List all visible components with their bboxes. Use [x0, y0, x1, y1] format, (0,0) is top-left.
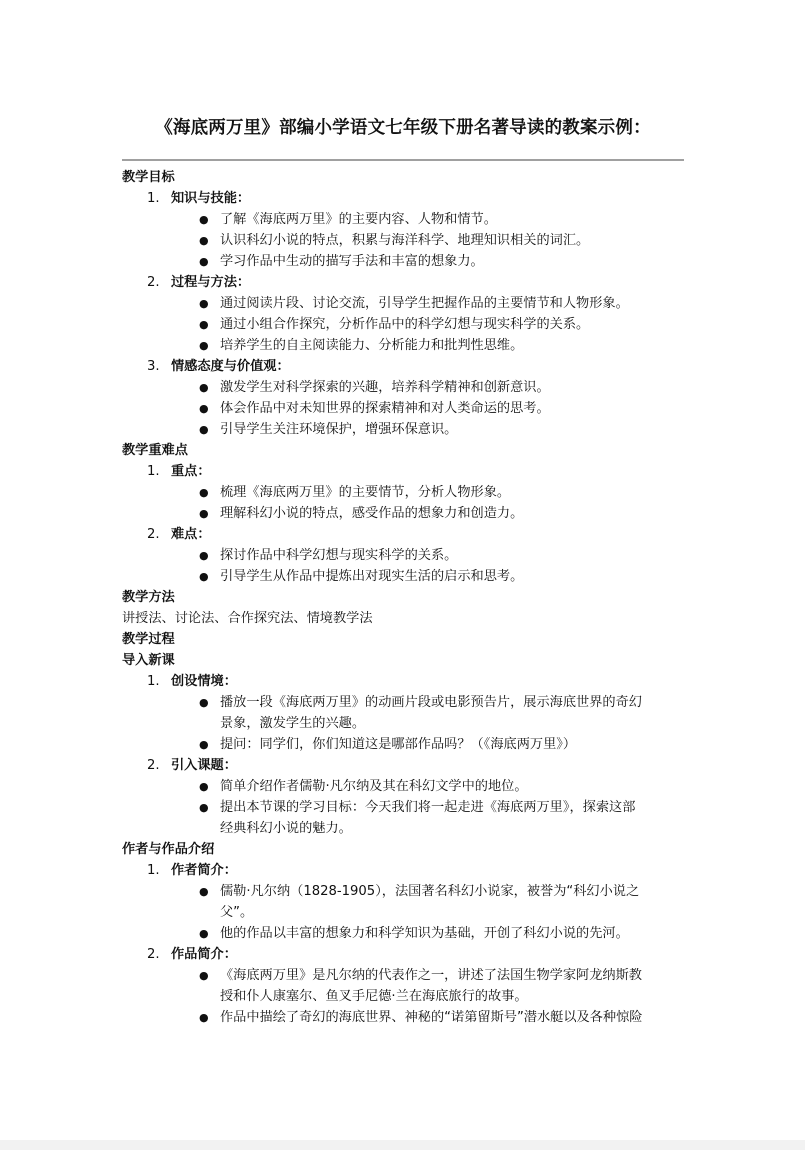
- item-number: 1.: [147, 863, 160, 878]
- bullet-icon: ●: [199, 255, 209, 268]
- subsection-heading-author: 作者与作品介绍: [122, 842, 215, 857]
- bullet-icon: ●: [199, 780, 209, 793]
- bullet-icon: ●: [199, 570, 209, 583]
- bullet-icon: ●: [199, 213, 209, 226]
- bullet-item: ● 引导学生从作品中提炼出对现实生活的启示和思考。: [171, 566, 687, 587]
- objectives-list: [122, 188, 687, 440]
- bullet-item: ● 激发学生对科学探索的兴趣，培养科学精神和创新意识。: [171, 377, 687, 398]
- bullet-icon: ●: [199, 339, 209, 352]
- item-title: 创设情境：: [171, 674, 237, 689]
- bullet-icon: ●: [199, 402, 209, 415]
- list-item: [122, 860, 687, 944]
- page-title: 《海底两万里》部编小学语文七年级下册名著导读的教案示例：: [155, 118, 651, 138]
- section-heading-objectives: 教学目标: [122, 170, 175, 185]
- bullet-item: ● 《海底两万里》是凡尔纳的代表作之一，讲述了法国生物学家阿龙纳斯教 授和仆人康塞尔、鱼叉手尼德·兰在海底旅行的故事。: [171, 965, 687, 1007]
- list-item: [122, 461, 687, 524]
- list-item: [122, 755, 687, 839]
- bullet-item: ● 了解《海底两万里》的主要内容、人物和情节。: [171, 209, 687, 230]
- bullet-item: ● 学习作品中生动的描写手法和丰富的想象力。: [171, 251, 687, 272]
- item-title: 过程与方法：: [171, 275, 251, 290]
- item-title: 引入课题：: [171, 758, 237, 773]
- bullet-icon: ●: [199, 318, 209, 331]
- item-number: 2.: [147, 758, 160, 773]
- bullet-item: ● 通过阅读片段、讨论交流，引导学生把握作品的主要情节和人物形象。: [171, 293, 687, 314]
- subsection-heading-intro: 导入新课: [122, 653, 175, 668]
- key-points-list: [122, 461, 687, 587]
- bullet-item: ● 理解科幻小说的特点，感受作品的想象力和创造力。: [171, 503, 687, 524]
- list-item: [122, 524, 687, 587]
- bullet-icon: ●: [199, 1011, 209, 1024]
- bullet-icon: ●: [199, 423, 209, 436]
- bullet-icon: ●: [199, 507, 209, 520]
- list-item: [122, 671, 687, 755]
- item-title: 难点：: [171, 527, 211, 542]
- bullet-item: ● 提出本节课的学习目标：今天我们将一起走进《海底两万里》，探索这部 经典科幻小说的魅力。: [171, 797, 687, 839]
- bullet-item: ● 通过小组合作探究，分析作品中的科学幻想与现实科学的关系。: [171, 314, 687, 335]
- bullet-item: ● 作品中描绘了奇幻的海底世界、神秘的“诺第留斯号”潜水艇以及各种惊险: [171, 1007, 687, 1028]
- bullet-item: ● 体会作品中对未知世界的探索精神和对人类命运的思考。: [171, 398, 687, 419]
- item-title: 知识与技能：: [171, 191, 251, 206]
- bullet-item: ● 培养学生的自主阅读能力、分析能力和批判性思维。: [171, 335, 687, 356]
- bullet-icon: ●: [199, 381, 209, 394]
- list-item: [122, 944, 687, 1028]
- bullet-icon: ●: [199, 234, 209, 247]
- bullet-item: ● 梳理《海底两万里》的主要情节，分析人物形象。: [171, 482, 687, 503]
- bullet-item: ● 简单介绍作者儒勒·凡尔纳及其在科幻文学中的地位。: [171, 776, 687, 797]
- bullet-item: ● 引导学生关注环境保护，增强环保意识。: [171, 419, 687, 440]
- item-number: 1.: [147, 191, 160, 206]
- page-bottom-edge: [0, 1140, 805, 1150]
- item-number: 2.: [147, 275, 160, 290]
- bullet-item: ● 认识科幻小说的特点，积累与海洋科学、地理知识相关的词汇。: [171, 230, 687, 251]
- section-heading-process: 教学过程: [122, 632, 175, 647]
- title-divider: [122, 159, 684, 161]
- item-number: 2.: [147, 947, 160, 962]
- item-number: 3.: [147, 359, 160, 374]
- item-title: 情感态度与价值观：: [171, 359, 290, 374]
- section-heading-key-points: 教学重难点: [122, 443, 188, 458]
- document-body: [122, 167, 687, 1028]
- author-list: [122, 860, 687, 1028]
- section-heading-methods: 教学方法: [122, 590, 175, 605]
- bullet-icon: ●: [199, 885, 209, 898]
- item-number: 1.: [147, 674, 160, 689]
- item-title: 作者简介：: [171, 863, 237, 878]
- list-item: [122, 356, 687, 440]
- bullet-icon: ●: [199, 696, 209, 709]
- bullet-item: ● 儒勒·凡尔纳（1828-1905），法国著名科幻小说家，被誉为“科幻小说之 父”。: [171, 881, 687, 923]
- list-item: [122, 188, 687, 272]
- bullet-icon: ●: [199, 297, 209, 310]
- list-item: [122, 272, 687, 356]
- item-title: 重点：: [171, 464, 211, 479]
- intro-list: [122, 671, 687, 839]
- bullet-icon: ●: [199, 486, 209, 499]
- bullet-icon: ●: [199, 801, 209, 814]
- bullet-item: ● 播放一段《海底两万里》的动画片段或电影预告片，展示海底世界的奇幻 景象，激发学生的兴趣。: [171, 692, 687, 734]
- bullet-icon: ●: [199, 738, 209, 751]
- bullet-item: ● 探讨作品中科学幻想与现实科学的关系。: [171, 545, 687, 566]
- bullet-item: ● 他的作品以丰富的想象力和科学知识为基础，开创了科幻小说的先河。: [171, 923, 687, 944]
- item-number: 2.: [147, 527, 160, 542]
- item-number: 1.: [147, 464, 160, 479]
- bullet-icon: ●: [199, 927, 209, 940]
- bullet-icon: ●: [199, 969, 209, 982]
- bullet-item: ● 提问：同学们，你们知道这是哪部作品吗？（《海底两万里》）: [171, 734, 687, 755]
- bullet-icon: ●: [199, 549, 209, 562]
- methods-text: 讲授法、讨论法、合作探究法、情境教学法: [122, 611, 373, 626]
- item-title: 作品简介：: [171, 947, 237, 962]
